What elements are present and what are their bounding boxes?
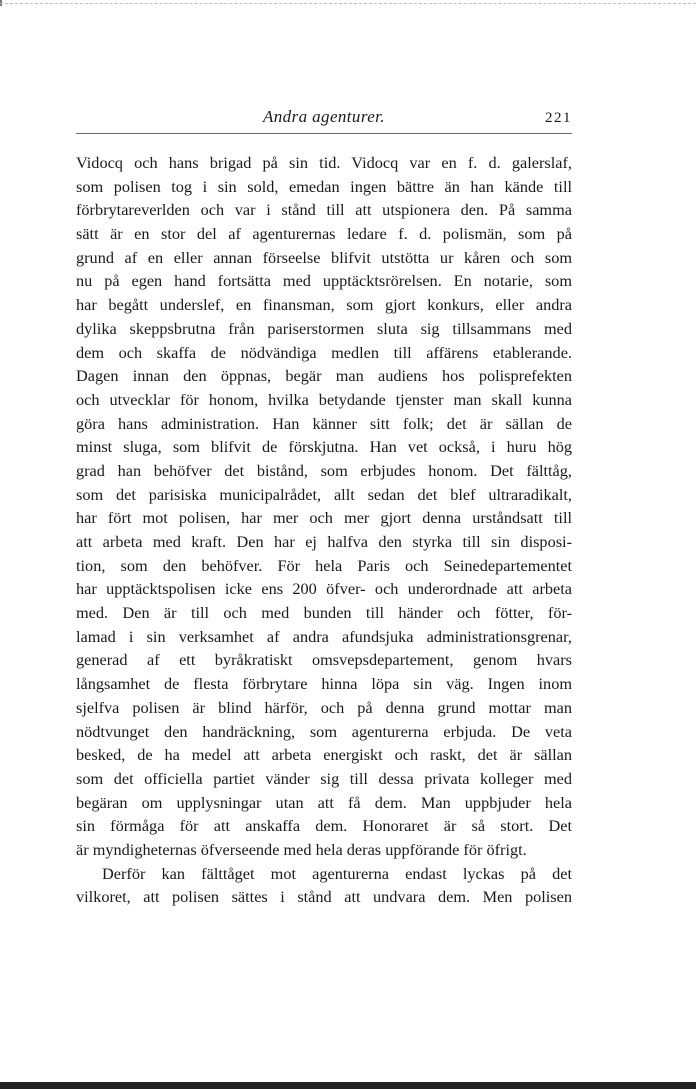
text-line: begäran om upplysningar utan att få dem. Man uppbjuder hela (76, 792, 572, 812)
text-line: nödtvunget den handräckning, som agenturerna erbjuda. De veta (76, 721, 572, 741)
text-line: vilkoret, att polisen sättes i stånd att undvara dem. Men polisen (76, 887, 572, 907)
scan-top-edge (0, 3, 696, 4)
text-line: som det officiella partiet vänder sig till dessa privata kolleger med (76, 768, 572, 788)
text-line: har upptäcktspolisen icke ens 200 öfver- och underordnade att arbeta (76, 579, 572, 599)
text-line: dylika skeppsbrutna från pariserstormen sluta sig tillsammans med (76, 318, 572, 338)
page-number: 221 (545, 110, 572, 126)
text-line: att arbeta med kraft. Den har ej halfva den styrka till sin disposi- (76, 532, 572, 551)
text-line: grund af en eller annan förseelse blifvit utstötta ur kåren och som (76, 247, 572, 267)
text-line: tion, som den behöfver. För hela Paris och Seinedepartementet (76, 555, 572, 575)
text-line: Vidocq och hans brigad på sin tid. Vidocq var en f. d. galerslaf, (76, 153, 572, 172)
text-line: generad af ett byråkratiskt omsvepsdepartement, genom hvars (76, 650, 572, 670)
header-rule (76, 133, 572, 134)
text-line: sätt är en stor del af agenturernas ledare f. d. polismän, som på (76, 224, 572, 244)
text-line: nu på egen hand fortsätta med upptäcktsrörelsen. En notarie, som (76, 271, 572, 291)
text-line: förbrytareverlden och var i stånd till att utspionera den. På samma (76, 200, 572, 220)
text-line: Dagen innan den öppnas, begär man audiens hos polisprefekten (76, 366, 572, 386)
paragraph-2 (76, 862, 572, 909)
text-line: är myndigheternas öfverseende med hela deras uppförande för öfrigt. (76, 839, 527, 859)
body-text (76, 151, 572, 909)
text-line: långsamhet de flesta förbrytare hinna löpa sin väg. Ingen inom (76, 674, 572, 694)
text-line: minst sluga, som blifvit de förskjutna. Han vet också, i huru hög (76, 437, 572, 457)
text-line: har fört mot polisen, har mer och mer gjort denna urståndsatt till (76, 508, 572, 528)
paragraph-1 (76, 151, 572, 862)
text-line: har begått underslef, en finansman, som gjort konkurs, eller andra (76, 295, 572, 315)
text-line: som det parisiska municipalrådet, allt sedan det blef ultraradikalt, (76, 484, 572, 504)
text-line: besked, de ha medel att arbeta energiskt och raskt, det är sällan (76, 745, 572, 765)
running-title: Andra agenturer. (263, 107, 385, 126)
text-line: dem och skaffa de nödvändiga medlen till affärens etablerande. (76, 342, 572, 362)
text-line: och utvecklar för honom, hvilka betydande tjenster man skall kunna (76, 389, 572, 409)
text-line: sin förmåga för att anskaffa dem. Honoraret är så stort. Det (76, 816, 572, 836)
text-line: lamad i sin verksamhet af andra afundsjuka administrationsgrenar, (76, 626, 572, 646)
text-line: grad han behöfver det bistånd, som erbjudes honom. Det fälttåg, (76, 460, 572, 480)
text-line: med. Den är till och med bunden till händer och fötter, för- (76, 603, 572, 623)
running-head (76, 107, 572, 131)
text-line: göra hans administration. Han känner sitt folk; det är sällan de (76, 413, 572, 433)
text-line: sjelfva polisen är blind härför, och på denna grund mottar man (76, 697, 572, 717)
scan-bottom-edge (0, 1082, 696, 1089)
text-line: som polisen tog i sin sold, emedan ingen bättre än han kände till (76, 176, 572, 196)
text-line: Derför kan fälttåget mot agenturerna endast lyckas på det (102, 863, 572, 883)
